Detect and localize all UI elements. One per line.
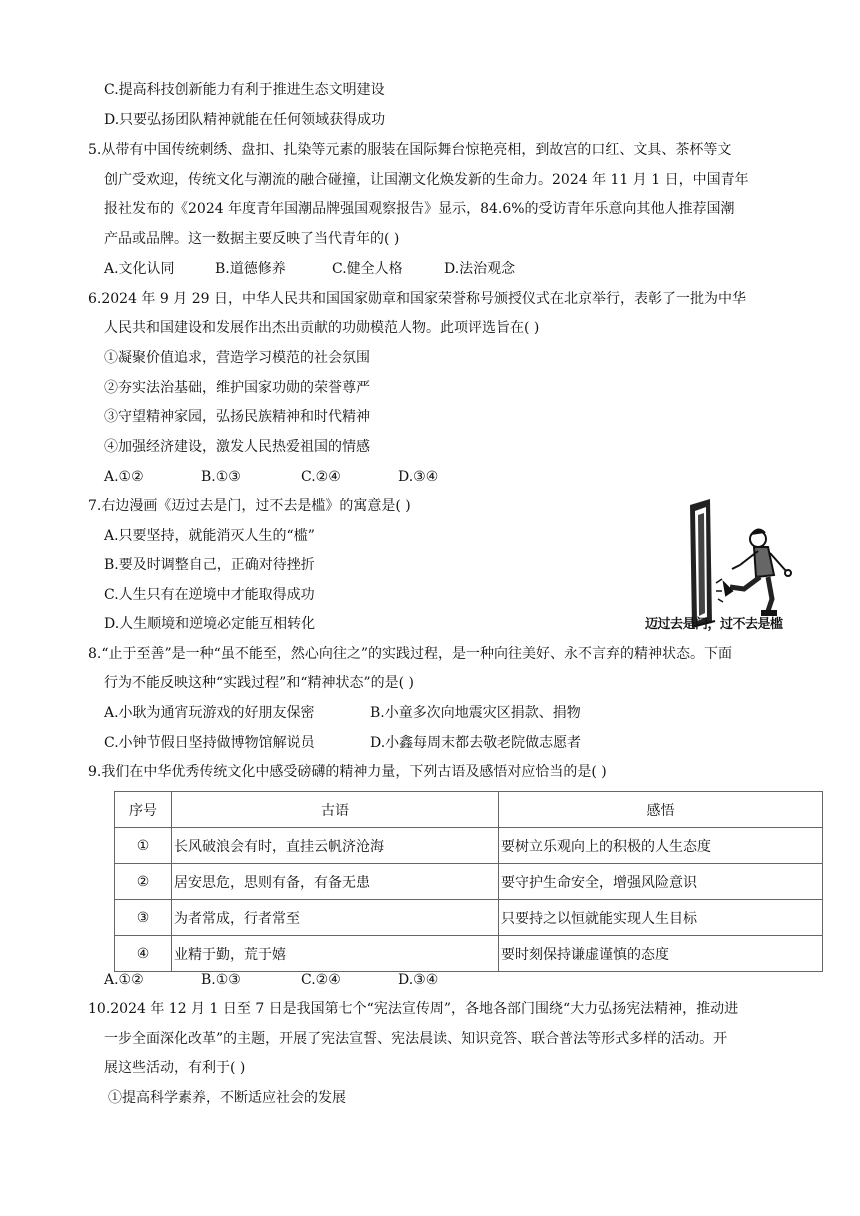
q7-stem: 7.右边漫画《迈过去是门，过不去是槛》的寓意是( ) [88,498,411,514]
q8-option-c: C.小钟节假日坚持做博物馆解说员 [104,735,315,751]
q6-option-d: D.③④ [398,469,439,485]
q5-option-a: A.文化认同 [104,261,175,277]
q6-item-1: ①凝聚价值追求，营造学习模范的社会氛围 [104,350,370,366]
door-frame-icon [690,499,715,627]
q8-option-d: D.小鑫每周末都去敬老院做志愿者 [370,735,582,751]
table-cell-insight: 只要持之以恒就能实现人生目标 [499,900,823,936]
q6-option-a: A.①② [104,469,144,485]
q9-option-b: B.①③ [201,972,241,988]
q4-option-d: D.只要弘扬团队精神就能在任何领域获得成功 [104,112,386,128]
q5-option-c: C.健全人格 [332,261,403,277]
table-cell-insight: 要树立乐观向上的积极的人生态度 [499,828,823,864]
q9-option-c: C.②④ [301,972,341,988]
q6-stem-line-2: 人民共和国建设和发展作出杰出贡献的功勋模范人物。此项评选旨在( ) [104,320,540,336]
table-cell-index: ④ [115,936,172,972]
q5-stem-line-1: 5.从带有中国传统刺绣、盘扣、扎染等元素的服装在国际舞台惊艳亮相，到故宫的口红、文具、茶杯等文 [88,142,732,158]
q5-stem-line-3: 报社发布的《2024 年度青年国潮品牌强国观察报告》显示，84.6%的受访青年乐意向其他人推荐国潮 [104,201,735,217]
q5-stem-line-4: 产品或品牌。这一数据主要反映了当代青年的( ) [104,231,400,247]
q10-stem-line-3: 展这些活动，有利于( ) [104,1060,246,1076]
q10-stem-line-2: 一步全面深化改革”的主题，开展了宪法宣誓、宪法晨读、知识竞答、联合普法等形式多样的活动。开 [104,1031,728,1047]
q6-item-2: ②夯实法治基础，维护国家功勋的荣誉尊严 [104,380,370,396]
table-cell-quote: 业精于勤，荒于嬉 [172,936,499,972]
q6-item-3: ③守望精神家园，弘扬民族精神和时代精神 [104,409,370,425]
table-cell-quote: 为者常成，行者常至 [172,900,499,936]
table-header-row [115,792,823,828]
stumbling-person-icon [716,529,791,615]
q9-option-d: D.③④ [398,972,439,988]
table-header-insight: 感悟 [499,792,823,828]
table-cell-index: ③ [115,900,172,936]
table-header-index: 序号 [115,792,172,828]
q7-option-c: C.人生只有在逆境中才能取得成功 [104,587,315,603]
q6-option-b: B.①③ [201,469,241,485]
q6-item-4: ④加强经济建设，激发人民热爱祖国的情感 [104,439,370,455]
table-row [115,864,823,900]
q10-item-1: ①提高科学素养，不断适应社会的发展 [108,1090,346,1106]
q8-stem-line-1: 8.“止于至善”是一种“虽不能至，然心向往之”的实践过程，是一种向往美好、永不言弃的精神状态。下面 [88,646,732,662]
table-cell-insight: 要守护生命安全，增强风险意识 [499,864,823,900]
cartoon-caption: 迈过去是门，过不去是槛 [645,617,783,632]
q5-option-b: B.道德修养 [215,261,286,277]
table-cell-quote: 居安思危，思则有备，有备无患 [172,864,499,900]
table-header-quote: 古语 [172,792,499,828]
q7-option-d: D.人生顺境和逆境必定能互相转化 [104,616,316,632]
q8-option-b: B.小童多次向地震灾区捐款、捐物 [370,705,581,721]
q5-stem-line-2: 创广受欢迎，传统文化与潮流的融合碰撞，让国潮文化焕发新的生命力。2024 年 11 月 1 日，中国青年 [104,172,749,188]
q9-stem: 9.我们在中华优秀传统文化中感受磅礴的精神力量，下列古语及感悟对应恰当的是( ) [88,764,607,780]
q8-option-a: A.小耿为通宵玩游戏的好朋友保密 [104,705,315,721]
table-row [115,900,823,936]
q10-stem-line-1: 10.2024 年 12 月 1 日至 7 日是我国第七个“宪法宣传周”，各地各部门围绕“大力弘扬宪法精神，推动进 [88,1001,739,1017]
q7-option-b: B.要及时调整自己，正确对待挫折 [104,557,315,573]
q5-option-d: D.法治观念 [444,261,516,277]
q6-option-c: C.②④ [301,469,341,485]
q7-option-a: A.只要坚持，就能消灭人生的“槛” [104,528,315,544]
table-row [115,936,823,972]
q4-option-c: C.提高科技创新能力有利于推进生态文明建设 [104,82,385,98]
q9-table [114,791,823,972]
table-cell-insight: 要时刻保持谦虚谨慎的态度 [499,936,823,972]
q6-stem-line-1: 6.2024 年 9 月 29 日，中华人民共和国国家勋章和国家荣誉称号颁授仪式在北京举行，表彰了一批为中华 [88,291,746,307]
table-cell-index: ① [115,828,172,864]
q9-option-a: A.①② [104,972,144,988]
q8-stem-line-2: 行为不能反映这种“实践过程”和“精神状态”的是( ) [104,675,415,691]
table-row [115,828,823,864]
table-cell-index: ② [115,864,172,900]
table-cell-quote: 长风破浪会有时，直挂云帆济沧海 [172,828,499,864]
